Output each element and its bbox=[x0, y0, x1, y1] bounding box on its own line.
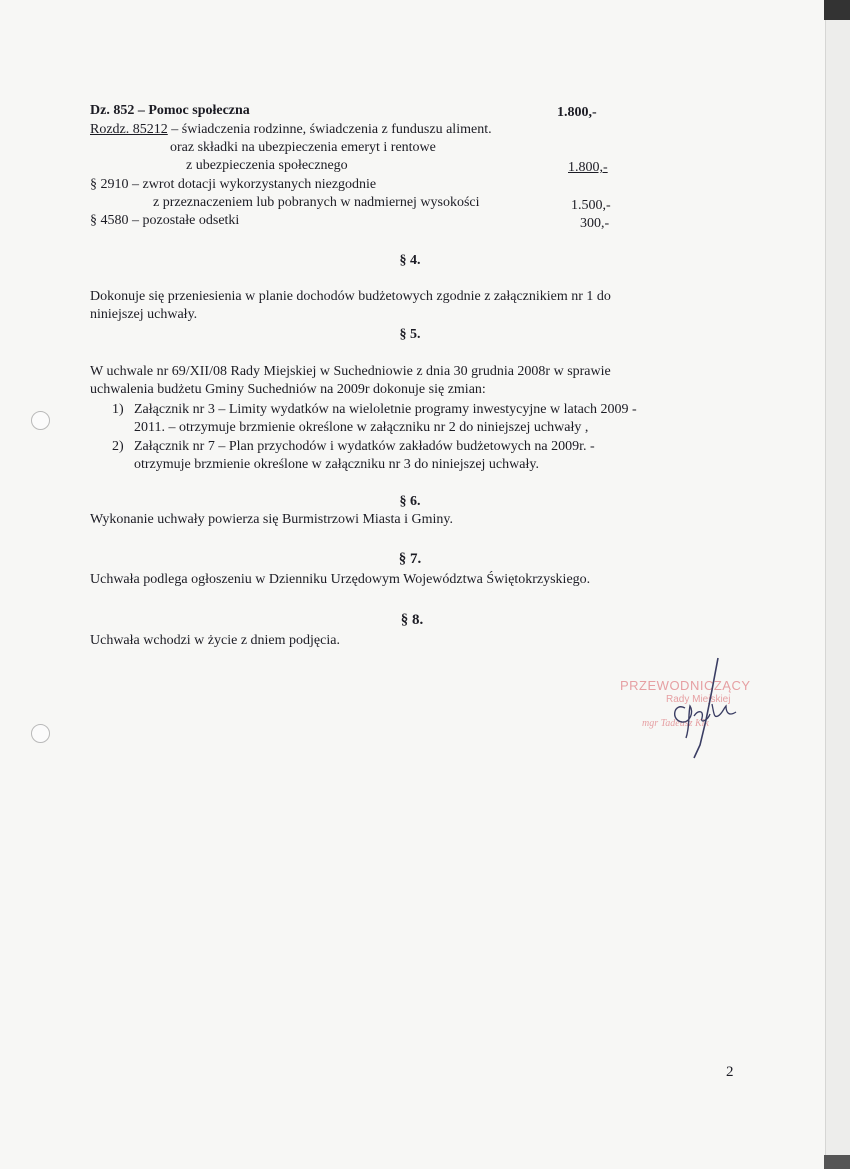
scan-edge bbox=[825, 0, 850, 1169]
section-7-text: Uchwała podlega ogłoszeniu w Dzienniku Urzędowym Województwa Świętokrzyskiego. bbox=[90, 572, 591, 587]
section-6-text: Wykonanie uchwały powierza się Burmistrzowi Miasta i Gminy. bbox=[90, 512, 453, 527]
section-5-text-1: W uchwale nr 69/XII/08 Rady Miejskiej w Suchedniowie z dnia 30 grudnia 2008r w sprawie bbox=[90, 364, 611, 379]
section-5-text-2: uchwalenia budżetu Gminy Suchedniów na 2009r dokonuje się zmian: bbox=[90, 382, 486, 397]
punch-hole-top bbox=[31, 411, 50, 430]
section-4-text-2: niniejszej uchwały. bbox=[90, 307, 198, 322]
page-number: 2 bbox=[726, 1064, 734, 1080]
scan-corner-top bbox=[824, 0, 850, 20]
section-8-heading: § 8. bbox=[400, 612, 424, 628]
section-8-text: Uchwała wchodzi w życie z dniem podjęcia. bbox=[90, 633, 340, 648]
signature-icon bbox=[590, 650, 770, 760]
chapter-code: Rozdz. 85212 bbox=[90, 122, 168, 137]
chapter-line-3: z ubezpieczenia społecznego bbox=[186, 158, 348, 173]
par-2910-amount: 1.500,- bbox=[571, 198, 611, 213]
par-4580-line: § 4580 – pozostałe odsetki bbox=[90, 213, 240, 228]
section-7-heading: § 7. bbox=[398, 551, 422, 567]
chapter-amount: 1.800,- bbox=[568, 160, 608, 175]
section-6-heading: § 6. bbox=[399, 494, 421, 509]
par-4580-amount: 300,- bbox=[580, 216, 610, 231]
chairman-stamp bbox=[590, 650, 770, 760]
punch-hole-bottom bbox=[31, 724, 50, 743]
section-5-item-1-line-2: 2011. – otrzymuje brzmienie określone w załączniku nr 2 do niniejszej uchwały , bbox=[134, 420, 589, 435]
chapter-line-2: oraz składki na ubezpieczenia emeryt i rentowe bbox=[170, 140, 436, 155]
section-4-heading: § 4. bbox=[399, 253, 421, 268]
section-5-item-2-number: 2) bbox=[112, 439, 124, 454]
section-4-text-1: Dokonuje się przeniesienia w planie dochodów budżetowych zgodnie z załącznikiem nr 1 do bbox=[90, 289, 611, 304]
chapter-desc: – świadczenia rodzinne, świadczenia z funduszu aliment. bbox=[167, 122, 492, 137]
section-5-heading: § 5. bbox=[399, 327, 421, 342]
section-5-item-1-line-1: Załącznik nr 3 – Limity wydatków na wieloletnie programy inwestycyjne w latach 2009 - bbox=[134, 402, 637, 417]
chapter-line-1 bbox=[90, 122, 492, 138]
division-amount: 1.800,- bbox=[557, 105, 597, 120]
par-2910-line-1: § 2910 – zwrot dotacji wykorzystanych niezgodnie bbox=[90, 177, 377, 192]
stamp-line-3: mgr Tadeusz Kik bbox=[642, 718, 709, 729]
section-5-item-1-number: 1) bbox=[112, 402, 124, 417]
par-2910-line-2: z przeznaczeniem lub pobranych w nadmiernej wysokości bbox=[153, 195, 480, 210]
stamp-line-1: PRZEWODNICZĄCY bbox=[620, 678, 751, 693]
section-5-item-2-line-1: Załącznik nr 7 – Plan przychodów i wydatków zakładów budżetowych na 2009r. - bbox=[134, 439, 595, 454]
section-5-item-2-line-2: otrzymuje brzmienie określone w załączniku nr 3 do niniejszej uchwały. bbox=[134, 457, 539, 472]
division-title: Dz. 852 – Pomoc społeczna bbox=[90, 103, 250, 118]
stamp-line-2: Rady Miejskiej bbox=[666, 694, 731, 705]
scan-corner-bottom bbox=[824, 1155, 850, 1169]
